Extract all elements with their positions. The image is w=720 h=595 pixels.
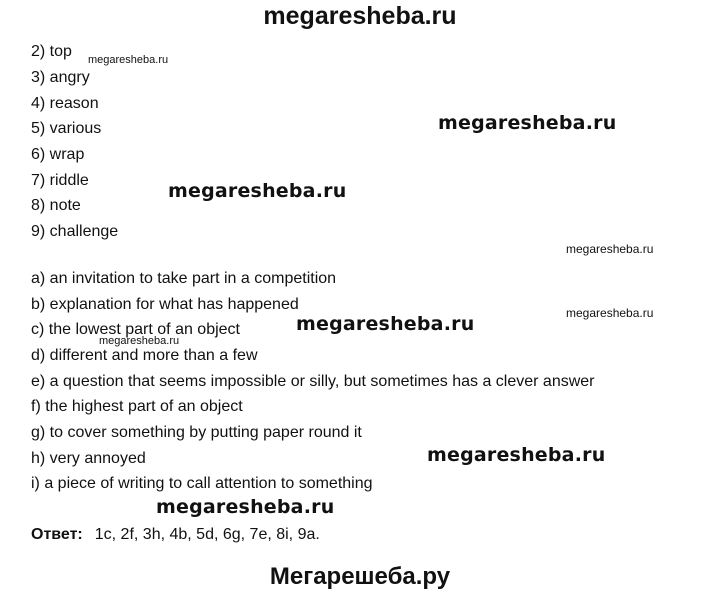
watermark: megaresheba.ru bbox=[566, 242, 654, 256]
definition-item: d) different and more than a few bbox=[31, 347, 258, 364]
watermark: megaresheba.ru bbox=[566, 306, 654, 320]
watermark: megaresheba.ru bbox=[168, 180, 347, 202]
watermark: megaresheba.ru bbox=[88, 54, 169, 66]
watermark: megaresheba.ru bbox=[156, 496, 335, 518]
watermark: megaresheba.ru bbox=[438, 112, 617, 134]
watermark: megaresheba.ru bbox=[296, 313, 475, 335]
definition-item: g) to cover something by putting paper round it bbox=[31, 424, 362, 441]
definition-item: c) the lowest part of an object bbox=[31, 321, 240, 338]
answer-value: 1c, 2f, 3h, 4b, 5d, 6g, 7e, 8i, 9a. bbox=[94, 526, 320, 543]
definition-item: b) explanation for what has happened bbox=[31, 296, 299, 313]
word-item: 3) angry bbox=[31, 69, 90, 86]
watermark: megaresheba.ru bbox=[99, 335, 180, 347]
definition-item: h) very annoyed bbox=[31, 450, 146, 467]
site-footer: Мегарешеба.ру bbox=[269, 563, 451, 590]
watermark: megaresheba.ru bbox=[427, 444, 606, 466]
answer-label: Ответ: bbox=[31, 526, 83, 543]
definition-item: i) a piece of writing to call attention to something bbox=[31, 475, 373, 492]
definition-item: e) a question that seems impossible or silly, but sometimes has a clever answer bbox=[31, 373, 595, 390]
definition-item: a) an invitation to take part in a competition bbox=[31, 270, 337, 287]
word-item: 4) reason bbox=[31, 95, 99, 112]
answer-line bbox=[31, 526, 320, 544]
definition-item: f) the highest part of an object bbox=[31, 398, 243, 415]
word-item: 2) top bbox=[31, 43, 72, 60]
word-item: 7) riddle bbox=[31, 172, 89, 189]
word-item: 6) wrap bbox=[31, 146, 85, 163]
word-item: 5) various bbox=[31, 120, 102, 137]
word-item: 9) challenge bbox=[31, 223, 119, 240]
site-header: megaresheba.ru bbox=[263, 2, 457, 30]
word-item: 8) note bbox=[31, 197, 81, 214]
